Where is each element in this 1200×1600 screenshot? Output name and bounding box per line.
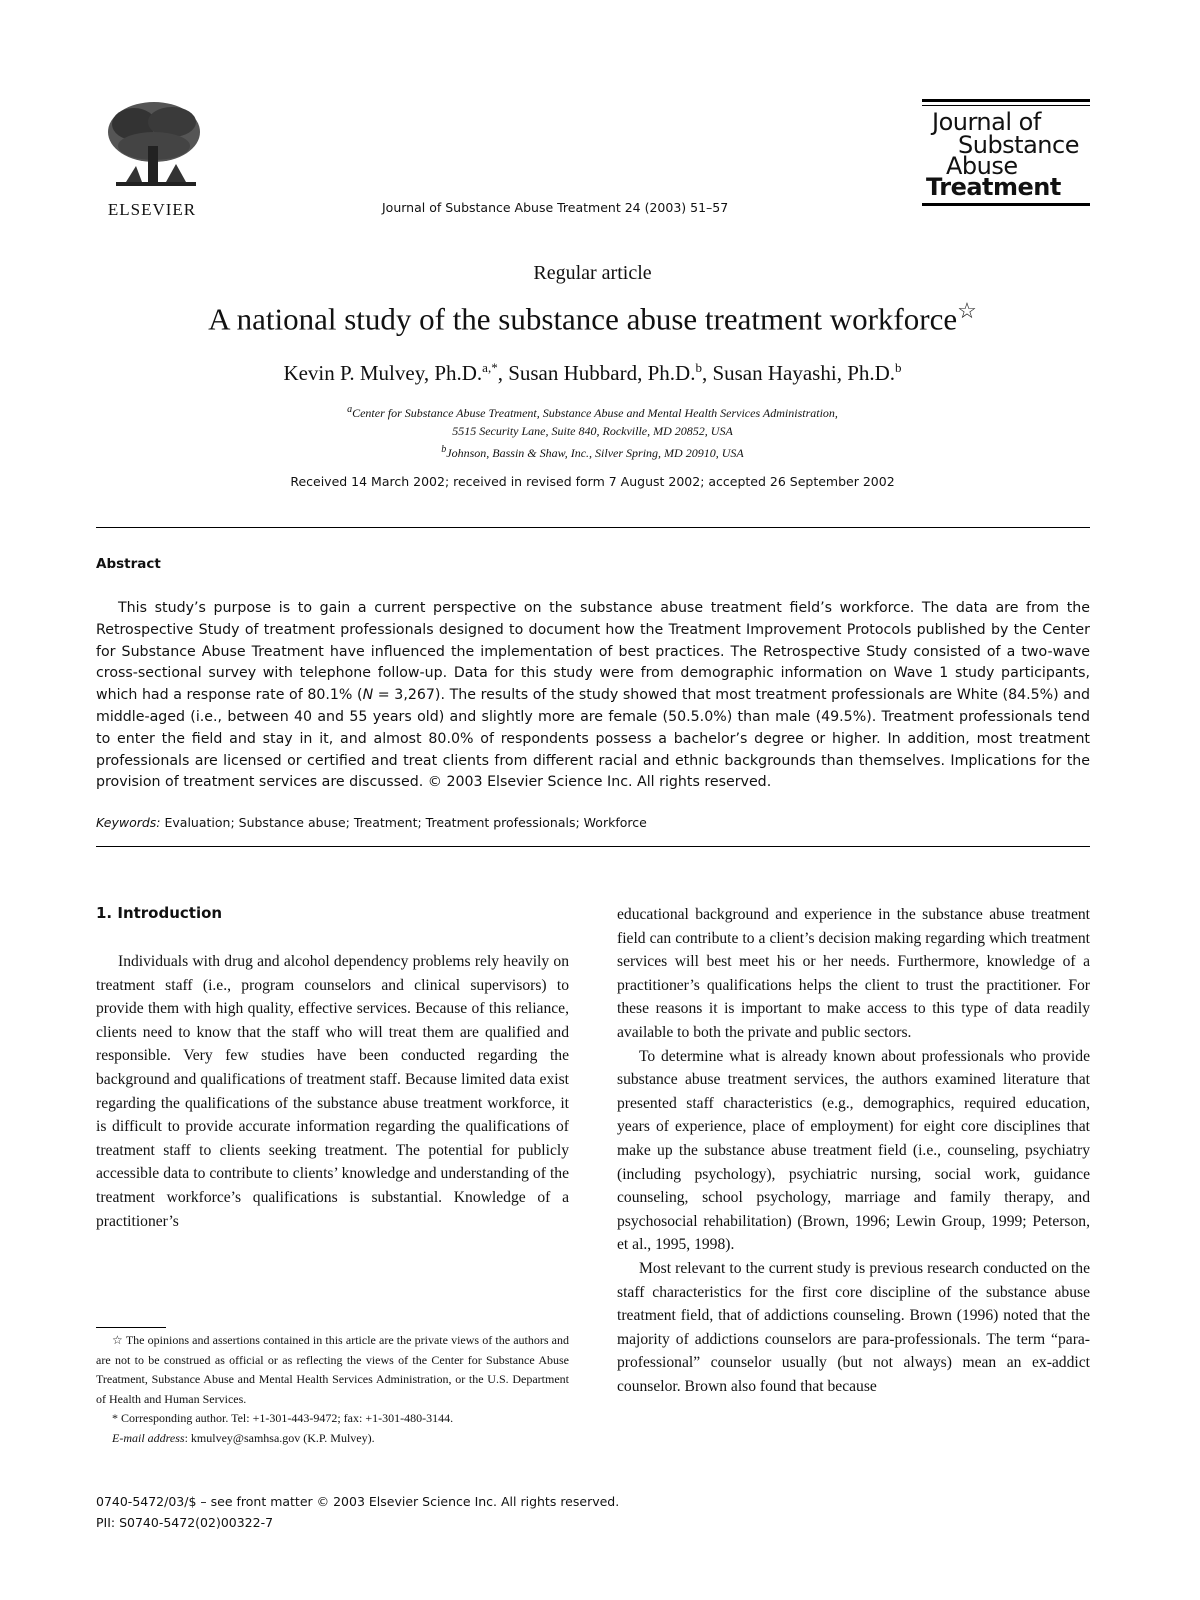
email-link[interactable]: : kmulvey@samhsa.gov (K.P. Mulvey).	[184, 1430, 375, 1445]
affil-label: a	[347, 404, 353, 415]
author-affil-mark[interactable]: a,*	[482, 360, 498, 375]
paragraph: Most relevant to the current study is previous research conducted on the staff characteristics for the first core discipline of the substance abuse treatment field, that of addictions counseling. Brown (1996) noted that the majority of addictions counselors are para-professionals. The term “para-professional” counselor usually (but not always) mean an ex-addict counselor. Brown also found that because	[617, 1259, 1090, 1395]
journal-logo-line: Journal of	[932, 108, 1041, 136]
author-name: Susan Hayashi, Ph.D.	[712, 361, 896, 385]
right-column	[617, 903, 1090, 1398]
journal-logo-line: Substance	[958, 131, 1079, 159]
abstract-body: This study’s purpose is to gain a current perspective on the substance abuse treatment field’s workforce. The data are from the Retrospective Study of treatment professionals designed to document how the Treatment Improvement Protocols published by the Center for Substance Abuse Treatment have influenced the implementation of best practices. The Retrospective Study consisted of a two-wave cross-sectional survey with telephone follow-up. Data for this study were from demographic information on Wave 1 study participants, which had a response rate of 80.1% (N = 3,267). The results of the study showed that most treatment professionals are White (84.5%) and middle-aged (i.e., between 40 and 55 years old) and slightly more are female (50.5.0%) than male (49.5%). Treatment professionals tend to enter the field and stay in it, and almost 80.0% of respondents possess a bachelor’s degree or higher. In addition, most treatment professionals are licensed or certified and treat clients from different racial and ethnic backgrounds than themselves. Implications for the provision of treatment services are discussed. © 2003 Elsevier Science Inc. All rights reserved.	[96, 600, 1091, 791]
divider	[96, 527, 1090, 528]
author-list: Kevin P. Mulvey, Ph.D.$^{a,*}$, Susan Hubbard, Ph.D.$^b$, Susan Hayashi, Ph.D.$^b$	[283, 360, 902, 385]
author-name: Kevin P. Mulvey, Ph.D.	[283, 361, 483, 385]
footnote-email: E-mail address: kmulvey@samhsa.gov (K.P. Mulvey).	[112, 1430, 375, 1445]
divider	[96, 846, 1090, 847]
publisher-name: ELSEVIER	[107, 200, 197, 219]
received-dates: Received 14 March 2002; received in revised form 7 August 2002; accepted 26 September 2002	[290, 474, 895, 489]
footnote-divider	[96, 1327, 166, 1328]
author-affil-mark[interactable]: b	[695, 360, 702, 375]
section-heading: 1. Introduction	[96, 904, 223, 922]
affiliation-a-address: 5515 Security Lane, Suite 840, Rockville, MD 20852, USA	[452, 424, 733, 438]
footnote: ☆ The opinions and assertions contained in this article are the private views of the authors and are not to be construed as official or as reflecting the views of the Center for Substance Abuse Treatment, Substance Abuse and Mental Health Services Administration, or the U.S. Department of Health and Human Services.	[96, 1333, 570, 1406]
left-column	[96, 950, 569, 1233]
paragraph: educational background and experience in the substance abuse treatment field can contribute to a client’s decision making regarding which treatment services will best meet his or her needs. Furthermore, knowledge of a practitioner’s qualifications helps the client to trust the practitioner. For these reasons it is important to make access to this type of data readily available to both the private and public sectors.	[617, 906, 1090, 1041]
affiliation-a	[0, 404, 1185, 421]
footnote-corresponding: * Corresponding author. Tel: +1-301-443-9472; fax: +1-301-480-3144.	[112, 1411, 454, 1425]
logo-rule	[922, 99, 1090, 102]
elsevier-logo	[96, 94, 208, 218]
article-type: Regular article	[533, 262, 652, 284]
author-affil-mark[interactable]: b	[895, 360, 902, 375]
journal-logo-line: Abuse	[946, 152, 1018, 180]
journal-citation: Journal of Substance Abuse Treatment 24 (2003) 51–57	[382, 200, 729, 215]
pii-line: PII: S0740-5472(02)00322-7	[96, 1515, 274, 1530]
keywords-list: Evaluation; Substance abuse; Treatment; Treatment professionals; Workforce	[164, 815, 647, 830]
affil-label: b	[441, 444, 447, 455]
logo-rule	[922, 203, 1090, 206]
keywords	[96, 815, 647, 830]
affil-text: Center for Substance Abuse Treatment, Substance Abuse and Mental Health Services Administration,	[352, 406, 838, 420]
journal-logo	[922, 99, 1090, 211]
keywords-label: Keywords:	[96, 815, 161, 830]
affiliation-b	[0, 444, 1185, 461]
footnotes	[96, 1331, 569, 1448]
article-title	[0, 298, 1185, 337]
tree-icon	[96, 94, 208, 198]
title-footnote-mark[interactable]: ☆	[957, 298, 977, 323]
footnote-star: ☆	[112, 1333, 123, 1347]
journal-logo-line: Treatment	[926, 173, 1061, 201]
affil-text: Johnson, Bassin & Shaw, Inc., Silver Spring, MD 20910, USA	[446, 446, 744, 460]
abstract-heading: Abstract	[96, 556, 161, 572]
copyright-line: 0740-5472/03/$ – see front matter © 2003 Elsevier Science Inc. All rights reserved.	[96, 1494, 620, 1509]
title-text: A national study of the substance abuse treatment workforce	[208, 301, 958, 337]
paragraph: To determine what is already known about professionals who provide substance abuse treatment services, the authors examined literature that presented staff characteristics (e.g., demographics, required education, years of experience, place of employment) for eight core disciplines that make up the substance abuse treatment field (i.e., counseling, psychiatry (including psychology), psychiatric nursing, social work, guidance counseling, school psychology, marriage and family therapy, and psychosocial rehabilitation) (Brown, 1996; Lewin Group, 1999; Peterson, et al., 1995, 1998).	[617, 1047, 1090, 1254]
author-name: Susan Hubbard, Ph.D.	[508, 361, 696, 385]
paragraph: Individuals with drug and alcohol dependency problems rely heavily on treatment staff (i.e., program counselors and clinical supervisors) to provide them with high quality, effective services. Because of this reliance, clients need to know that the staff who will treat them are qualified and responsible. Very few studies have been conducted regarding the background and qualifications of treatment staff. Because limited data exist regarding the qualifications of the substance abuse treatment workforce, it is difficult to provide accurate information regarding the qualifications of treatment staff to clients seeking treatment. The potential for publicly accessible data to contribute to clients’ knowledge and understanding of the treatment workforce’s qualifications is substantial. Knowledge of a practitioner’s	[96, 953, 569, 1230]
logo-rule	[922, 105, 1090, 106]
